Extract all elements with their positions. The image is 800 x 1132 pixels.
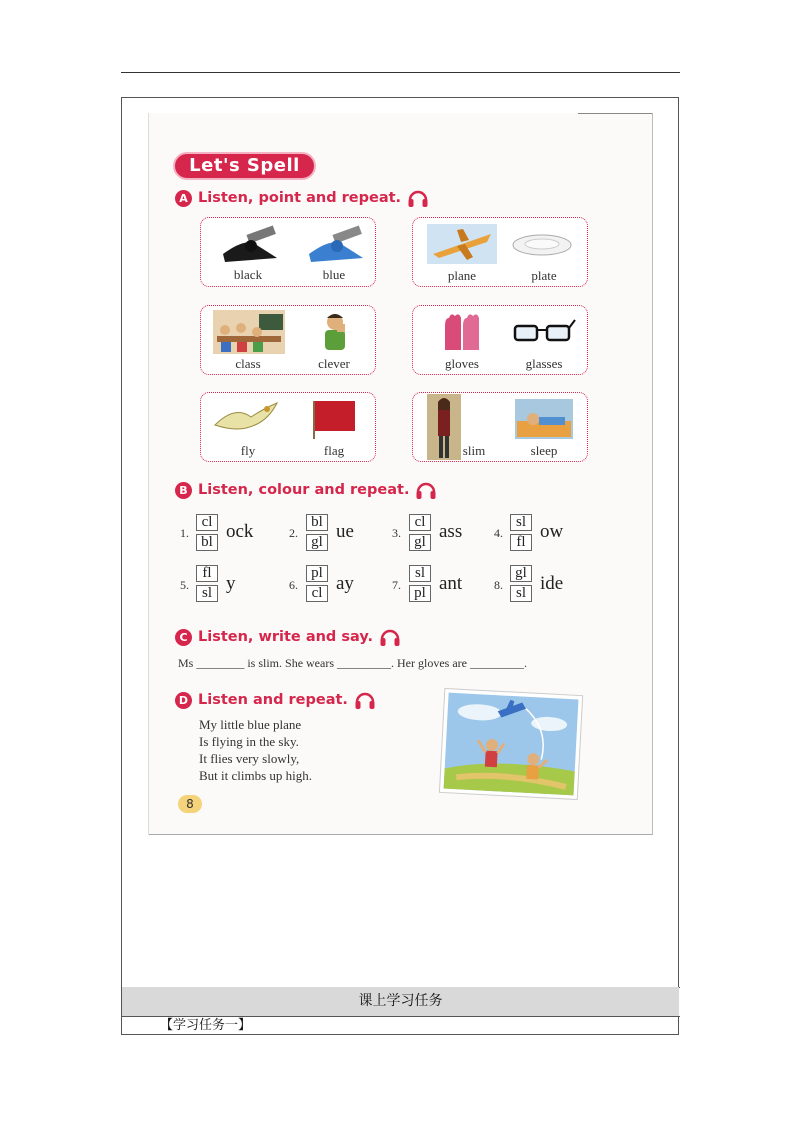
onset-choice-box[interactable]: bl bbox=[306, 514, 328, 531]
onset-choice-box[interactable]: cl bbox=[196, 514, 218, 531]
fill-in-sentence: Ms ________ is slim. She wears _________. Her gloves are _________. bbox=[178, 656, 527, 670]
word-card bbox=[412, 392, 588, 462]
glasses-picture bbox=[511, 318, 577, 346]
section-b-heading bbox=[175, 480, 437, 500]
classroom-picture bbox=[213, 310, 285, 354]
kids-flying-plane-picture bbox=[438, 688, 584, 802]
word-ending: ue bbox=[336, 521, 354, 542]
poem-line: My little blue plane bbox=[199, 717, 302, 732]
section-d-letter: D bbox=[175, 692, 192, 709]
onset-choice-box[interactable]: cl bbox=[409, 514, 431, 531]
section-c-title: Listen, write and say. bbox=[198, 629, 373, 645]
red-flag-picture bbox=[311, 399, 357, 439]
onset-choice-box[interactable]: fl bbox=[510, 534, 532, 551]
page-number-badge: 8 bbox=[178, 795, 202, 813]
item-number: 5. bbox=[180, 578, 189, 592]
headphones-icon bbox=[407, 188, 429, 208]
word-ending: y bbox=[226, 573, 236, 594]
word-label: blue bbox=[322, 267, 346, 282]
item-number: 2. bbox=[289, 526, 298, 540]
section-d-title: Listen and repeat. bbox=[198, 692, 348, 708]
section-b-title: Listen, colour and repeat. bbox=[198, 482, 410, 498]
word-label: black bbox=[233, 267, 263, 282]
top-rule bbox=[121, 72, 680, 73]
word-ending: ass bbox=[439, 521, 463, 542]
onset-choice-box[interactable]: sl bbox=[196, 585, 218, 602]
word-label: class bbox=[235, 356, 261, 371]
word-label: flag bbox=[323, 443, 345, 458]
flying-bird-picture bbox=[211, 399, 281, 437]
plane-picture bbox=[427, 224, 497, 264]
word-label: gloves bbox=[445, 356, 479, 371]
item-number: 1. bbox=[180, 526, 189, 540]
onset-choice-box[interactable]: gl bbox=[510, 565, 532, 582]
headphones-icon bbox=[354, 690, 376, 710]
onset-choice-box[interactable]: fl bbox=[196, 565, 218, 582]
onset-choice-box[interactable]: pl bbox=[306, 565, 328, 582]
word-ending: ow bbox=[540, 521, 564, 542]
word-ending: ide bbox=[540, 573, 564, 594]
onset-choice-box[interactable]: bl bbox=[196, 534, 218, 551]
headphones-icon bbox=[415, 480, 437, 500]
in-class-tasks-header: 课上学习任务 bbox=[122, 987, 679, 1016]
lesson-title: Let's Spell bbox=[173, 152, 316, 180]
section-c-heading bbox=[175, 627, 401, 647]
word-card bbox=[200, 217, 376, 287]
item-number: 4. bbox=[494, 526, 503, 540]
section-a-letter: A bbox=[175, 190, 192, 207]
word-ending: ant bbox=[439, 573, 463, 594]
scan-edge bbox=[578, 113, 653, 114]
onset-choice-box[interactable]: sl bbox=[510, 585, 532, 602]
section-b-letter: B bbox=[175, 482, 192, 499]
scan-edge bbox=[652, 113, 653, 835]
word-label: slim bbox=[462, 443, 486, 458]
onset-choice-box[interactable]: gl bbox=[409, 534, 431, 551]
onset-choice-box[interactable]: gl bbox=[306, 534, 328, 551]
section-d-heading bbox=[175, 690, 376, 710]
word-card bbox=[412, 217, 588, 287]
word-label: plate bbox=[531, 268, 557, 283]
word-card bbox=[200, 392, 376, 462]
sleeping-child-picture bbox=[515, 399, 573, 439]
word-card bbox=[412, 305, 588, 375]
section-a-title: Listen, point and repeat. bbox=[198, 190, 402, 206]
word-label: clever bbox=[318, 356, 350, 371]
item-number: 3. bbox=[392, 526, 401, 540]
poem-line: Is flying in the sky. bbox=[199, 734, 299, 749]
word-ending: ay bbox=[336, 573, 354, 594]
scan-edge bbox=[148, 834, 653, 835]
clever-boy-picture bbox=[315, 310, 355, 354]
section-a-heading bbox=[175, 188, 429, 208]
plate-picture bbox=[511, 230, 573, 260]
poem-line: But it climbs up high. bbox=[199, 768, 313, 783]
word-ending: ock bbox=[226, 521, 254, 542]
black-paint-picture bbox=[215, 224, 283, 264]
onset-choice-box[interactable]: pl bbox=[409, 585, 431, 602]
onset-choice-box[interactable]: sl bbox=[409, 565, 431, 582]
onset-choice-box[interactable]: cl bbox=[306, 585, 328, 602]
scan-edge bbox=[148, 113, 149, 835]
word-label: sleep bbox=[530, 443, 558, 458]
blue-paint-picture bbox=[301, 224, 369, 264]
gloves-picture bbox=[439, 310, 485, 354]
word-card bbox=[200, 305, 376, 375]
task-one-label: 【学习任务一】 bbox=[160, 1018, 252, 1033]
word-label: glasses bbox=[525, 356, 563, 371]
headphones-icon bbox=[379, 627, 401, 647]
word-label: plane bbox=[447, 268, 477, 283]
item-number: 6. bbox=[289, 578, 298, 592]
poem-line: It flies very slowly, bbox=[199, 751, 300, 766]
item-number: 7. bbox=[392, 578, 401, 592]
section-c-letter: C bbox=[175, 629, 192, 646]
item-number: 8. bbox=[494, 578, 503, 592]
word-label: fly bbox=[240, 443, 256, 458]
onset-choice-box[interactable]: sl bbox=[510, 514, 532, 531]
